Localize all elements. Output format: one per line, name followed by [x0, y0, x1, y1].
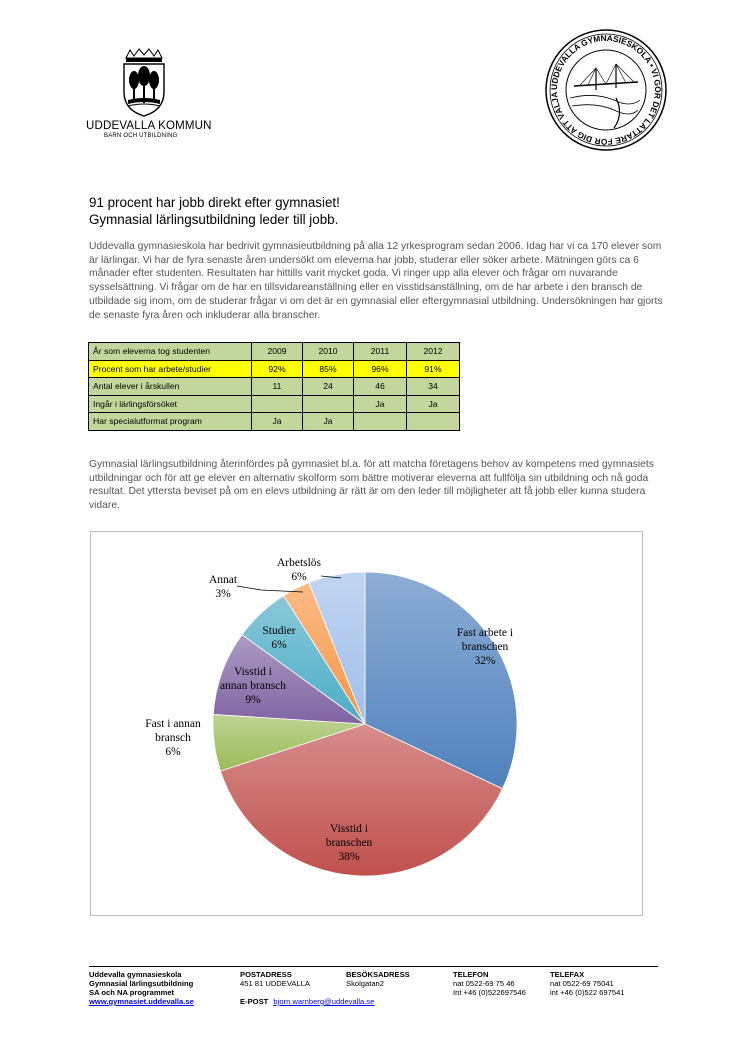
- table-cell: 92%: [252, 360, 303, 378]
- telefax-label: TELEFAX: [550, 970, 585, 979]
- pie-slice-label: Fast i annan bransch 6%: [145, 718, 201, 758]
- headline-line-1: 91 procent har jobb direkt efter gymnasiet!: [89, 195, 340, 210]
- table-cell: Ja: [252, 413, 303, 431]
- table-cell: [407, 413, 460, 431]
- stats-table: [88, 342, 460, 431]
- table-cell: 11: [252, 378, 303, 396]
- municipality-logo: [86, 48, 212, 139]
- bridge-seal-icon: [544, 28, 668, 152]
- org-name: UDDEVALLA KOMMUN: [86, 120, 212, 132]
- table-cell: 34: [407, 378, 460, 396]
- pie-slice-label: Fast arbete i branschen 32%: [456, 627, 514, 667]
- besoksadress-value: Skolgatan2: [346, 979, 384, 988]
- postadress-value: 451 81 UDDEVALLA: [240, 979, 310, 988]
- table-cell: Antal elever i årskullen: [89, 378, 252, 396]
- table-cell: Ingår i lärlingsförsöket: [89, 395, 252, 413]
- table-row: [89, 413, 460, 431]
- telefon-value: nat 0522-69 75 46: [453, 979, 515, 988]
- pie-slice-label: Studier 6%: [262, 625, 296, 651]
- school-seal: [544, 28, 668, 152]
- table-row: [89, 378, 460, 396]
- table-header-cell: 2011: [354, 343, 407, 361]
- footer-school: [89, 970, 194, 1006]
- seal-text: UDDEVALLA GYMNASIESKOLA • VI GÖR DET LÄTTARE FÖR DIG ATT VÄLJA: [548, 32, 664, 148]
- headline: [89, 194, 340, 228]
- pie-slice-label: Annat 3%: [208, 574, 238, 600]
- table-row: [89, 395, 460, 413]
- email-link[interactable]: bjorn.warnberg@uddevalla.se: [273, 997, 375, 1006]
- pie-slice-label: Visstid i branschen 38%: [325, 823, 373, 863]
- website-link[interactable]: www.gymnasiet.uddevalla.se: [89, 997, 194, 1006]
- table-cell: Har specialutformat program: [89, 413, 252, 431]
- pie-chart-frame: [90, 531, 643, 916]
- table-cell: Procent som har arbete/studier: [89, 360, 252, 378]
- table-header-row: [89, 343, 460, 361]
- table-cell: Ja: [354, 395, 407, 413]
- footer-school-line: Gymnasial lärlingsutbildning: [89, 979, 194, 988]
- intro-paragraph: Uddevalla gymnasieskola har bedrivit gymnasieutbildning på alla 12 yrkesprogram sedan 2006. Idag har vi ca 170 elever som är lärlingar. Vi har de fyra senaste åren undersökt om eleverna har jobb, studerar eller söker arbete. Mätningen görs ca 6 månader efter studenten. Resultaten har hittills varit mycket goda. Vi ringer upp alla elever och frågar om nuvarande sysselsättning. Vi frågar om de har en tillsvidareanställning eller en visstidsanställning, om de har arbete i den bransch de utbildade sig inom, om de studerar frågar vi om det är en gymnasial eller eftergymnasial utbildning. Undersökningen har gjorts de senaste fyra åren och inkluderar alla branscher.: [89, 241, 663, 321]
- telefon-value: Int +46 (0)522697546: [453, 988, 526, 997]
- headline-line-2: Gymnasial lärlingsutbildning leder till jobb.: [89, 212, 339, 227]
- footer-telefax: [550, 970, 625, 997]
- telefax-value: int +46 (0)522 697541: [550, 988, 625, 997]
- table-cell: 85%: [303, 360, 354, 378]
- table-cell: 91%: [407, 360, 460, 378]
- footer-school-line: Uddevalla gymnasieskola: [89, 970, 182, 979]
- pie-slice-label: Visstid i annan bransch 9%: [219, 666, 287, 706]
- postadress-label: POSTADRESS: [240, 970, 292, 979]
- epost-label: E-POST: [240, 997, 269, 1006]
- table-header-cell: 2010: [303, 343, 354, 361]
- table-cell: 24: [303, 378, 354, 396]
- org-subtitle: BARN OCH UTBILDNING: [104, 133, 178, 139]
- footer-divider: [89, 966, 658, 967]
- body-paragraph: Gymnasial lärlingsutbildning återinfördes på gymnasiet bl.a. för att matcha företagens behov av kompetens med gymnasiets utbildningar och för att ge elever en alternativ skolform som bättre motiverar eleverna att fullfölja sin utbildning och nå goda resultat. Det yttersta beviset på om en elevs utbildning är rätt är om den leder till möjligheter att få jobb eller kunna studera vidare.: [89, 459, 654, 512]
- table-cell: 46: [354, 378, 407, 396]
- telefax-value: nat 0522-69 75041: [550, 979, 614, 988]
- footer-school-line: SA och NA programmet: [89, 988, 175, 997]
- table-header-cell: 2012: [407, 343, 460, 361]
- telefon-label: TELEFON: [453, 970, 489, 979]
- table-cell: [303, 395, 354, 413]
- table-cell: 96%: [354, 360, 407, 378]
- pie-slice-label: Arbetslös 6%: [276, 557, 322, 583]
- table-cell: Ja: [303, 413, 354, 431]
- pie-chart: [91, 532, 642, 915]
- coat-of-arms-icon: [120, 48, 168, 118]
- table-cell: Ja: [407, 395, 460, 413]
- table-header-cell: År som eleverna tog studenten: [89, 343, 252, 361]
- table-header-cell: 2009: [252, 343, 303, 361]
- besoksadress-label: BESÖKSADRESS: [346, 970, 410, 979]
- footer-besoksadress: [346, 970, 410, 988]
- table-cell: [354, 413, 407, 431]
- table-row: [89, 360, 460, 378]
- footer-telefon: [453, 970, 526, 997]
- table-cell: [252, 395, 303, 413]
